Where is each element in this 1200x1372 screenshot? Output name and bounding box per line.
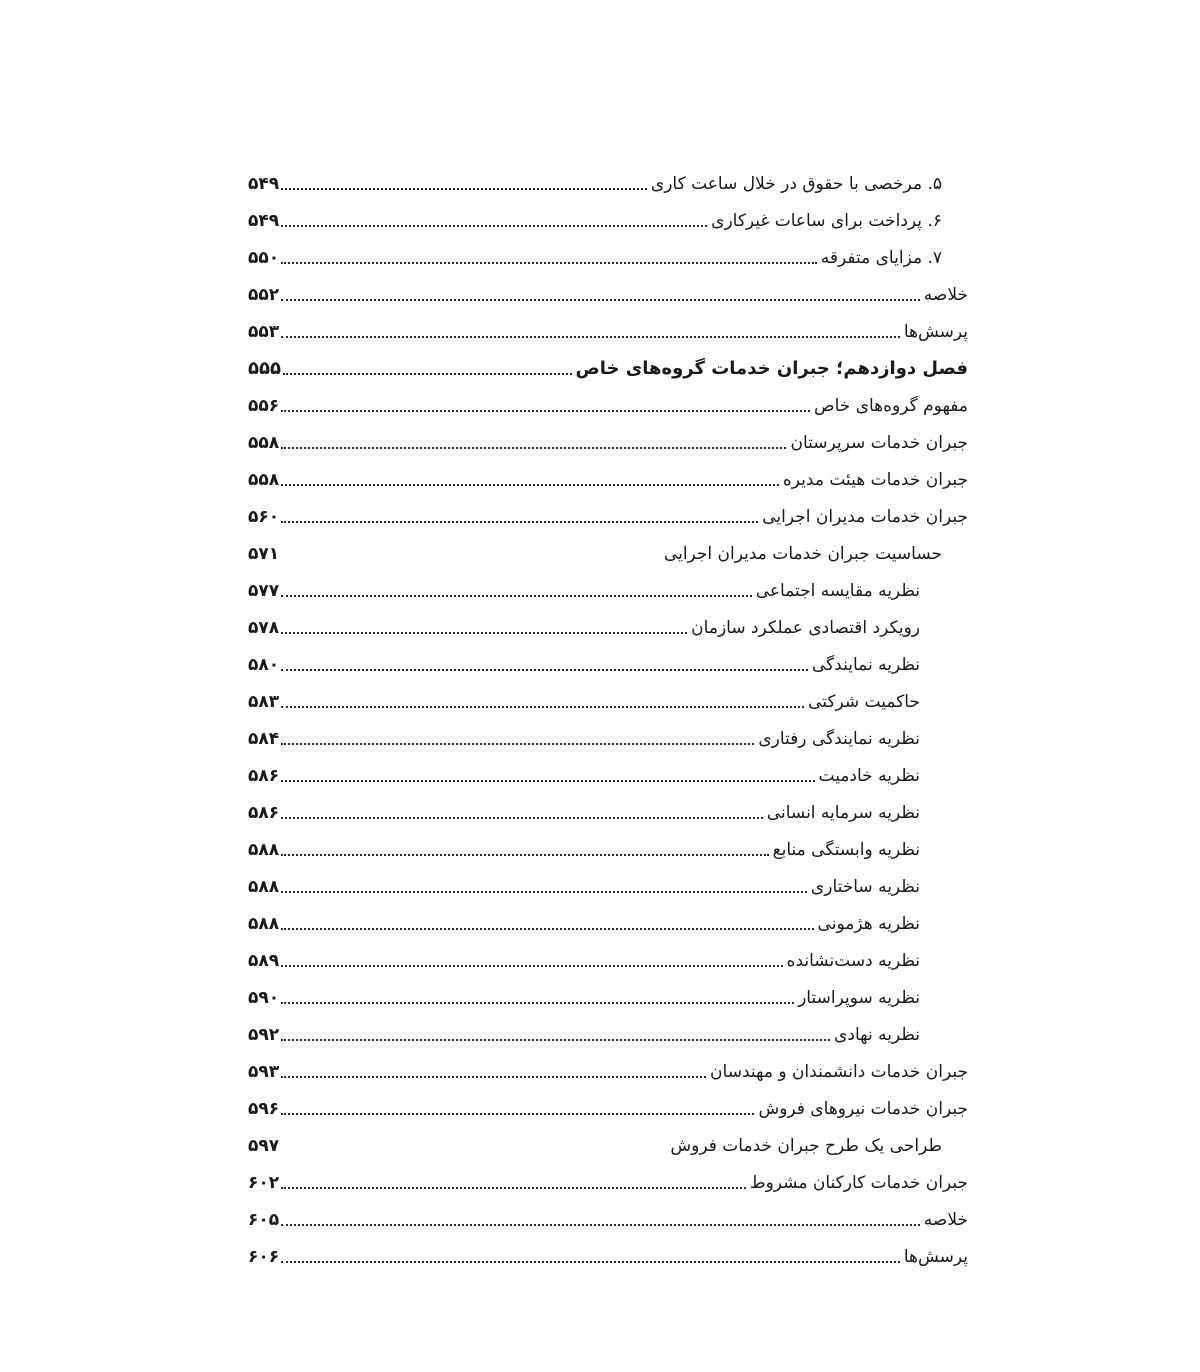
toc-entry-title: نظریه نمایندگی رفتاری [758,729,920,749]
toc-page-number: ۵۸۳ [248,692,280,712]
toc-page-number: ۵۵۶ [248,396,280,416]
toc-dot-leader [281,854,768,856]
toc-dot-leader [281,669,808,671]
toc-chapter-heading [248,347,968,384]
toc-entry [248,1050,968,1087]
toc-entry [248,643,968,680]
toc-page-number: ۵۵۳ [248,322,280,342]
toc-entry-title: ۷. مزایای متفرقه [820,248,942,268]
toc-page-number: ۶۰۲ [248,1173,280,1193]
toc-entry [248,939,968,976]
toc-entry-title: جبران خدمات نیروهای فروش [758,1099,968,1119]
toc-entry-title: پرسش‌ها [903,322,968,342]
toc-entry [248,1235,968,1272]
toc-page-number: ۵۵۸ [248,433,280,453]
toc-dot-leader [281,336,900,338]
toc-page-number: ۵۵۲ [248,285,280,305]
toc-dot-leader [281,965,782,967]
toc-entry [248,865,968,902]
toc-entry-title: حساسیت جبران خدمات مدیران اجرایی [663,544,942,564]
toc-page-number: ۵۹۷ [248,1136,280,1156]
toc-entry [248,902,968,939]
toc-entry-title: پرسش‌ها [903,1247,968,1267]
toc-page-number: ۵۸۸ [248,914,280,934]
toc-entry-title: نظریه هژمونی [817,914,920,934]
toc-page-number: ۵۹۲ [248,1025,280,1045]
toc-dot-leader [281,299,920,301]
toc-entry [248,384,968,421]
toc-entry [248,1198,968,1235]
toc-entry-title: خلاصه [923,1210,968,1230]
toc-page-number: ۶۰۵ [248,1210,280,1230]
toc-dot-leader [281,595,752,597]
toc-entry [248,1161,968,1198]
toc-entry [248,1087,968,1124]
toc-dot-leader [281,1039,830,1041]
toc-entry-title: جبران خدمات سرپرستان [790,433,968,453]
toc-dot-leader [281,521,758,523]
toc-entry [248,717,968,754]
toc-page-number: ۵۴۹ [248,211,280,231]
toc-dot-leader [281,743,754,745]
toc-dot-leader [281,262,817,264]
toc-entry-title: ۶. پرداخت برای ساعات غیرکاری [711,211,942,231]
toc-entry-title: نظریه مقایسه اجتماعی [755,581,920,601]
toc-page-number: ۵۹۳ [248,1062,280,1082]
toc-entry-title: نظریه نمایندگی [811,655,920,675]
toc-entry [248,199,968,236]
toc-entry-title: جبران خدمات دانشمندان و مهندسان [710,1062,968,1082]
toc-entry [248,569,968,606]
toc-dot-leader [281,1261,900,1263]
toc-entry-title: حاکمیت شرکتی [808,692,920,712]
toc-page-number: ۵۸۴ [248,729,280,749]
toc-entry [248,236,968,273]
toc-dot-leader [281,188,647,190]
toc-page-number: ۵۵۸ [248,470,280,490]
toc-entry [248,828,968,865]
toc-entry [248,606,968,643]
toc-page-number: ۵۵۰ [248,248,280,268]
toc-entry-title: طراحی یک طرح جبران خدمات فروش [670,1136,942,1156]
toc-entry-title: نظریه سرمایه انسانی [766,803,920,823]
toc-entry-title: نظریه وابستگی منابع [772,840,920,860]
toc-page-number: ۵۸۹ [248,951,280,971]
toc-page-number: ۵۹۰ [248,988,280,1008]
toc-entry [248,532,968,569]
toc-page-number: ۶۰۶ [248,1247,280,1267]
toc-entry [248,976,968,1013]
toc-dot-leader [281,1076,706,1078]
toc-page-number: ۵۴۹ [248,174,280,194]
toc-entry-title: نظریه نهادی [834,1025,920,1045]
toc-entry [248,162,968,199]
toc-entry-title: نظریه سوپراستار [798,988,920,1008]
toc-entry-title: نظریه خادمیت [818,766,920,786]
toc-entry [248,1124,968,1161]
toc-dot-leader [281,1113,754,1115]
toc-page-number: ۵۶۰ [248,507,280,527]
toc-dot-leader [281,484,779,486]
toc-dot-leader [281,780,814,782]
toc-entry-title: رویکرد اقتصادی عملکرد سازمان [691,618,920,638]
toc-entry-title: جبران خدمات مدیران اجرایی [762,507,968,527]
toc-entry-title: خلاصه [923,285,968,305]
toc-page-number: ۵۷۸ [248,618,280,638]
toc-dot-leader [281,928,813,930]
toc-entry-title: نظریه دست‌نشانده [786,951,920,971]
toc-entry [248,273,968,310]
toc-entry [248,495,968,532]
toc-entry [248,1013,968,1050]
toc-entry-title: ۵. مرخصی با حقوق در خلال ساعت کاری [650,174,942,194]
toc-dot-leader [281,410,810,412]
toc-page-number: ۵۸۰ [248,655,280,675]
toc-dot-leader [283,373,572,375]
toc-dot-leader [281,225,707,227]
toc-dot-leader [281,817,763,819]
toc-entry-title: جبران خدمات هیئت مدیره [782,470,968,490]
toc-entry [248,680,968,717]
toc-entry-title: نظریه ساختاری [810,877,920,897]
toc-entry [248,310,968,347]
table-of-contents [248,162,968,1272]
toc-page-number: ۵۸۸ [248,877,280,897]
toc-page-number: ۵۵۵ [248,358,281,379]
toc-dot-leader [281,891,807,893]
toc-page-number: ۵۷۷ [248,581,280,601]
toc-entry [248,754,968,791]
toc-dot-leader [281,632,687,634]
toc-dot-leader [281,1224,920,1226]
toc-dot-leader [281,1187,746,1189]
toc-page-number: ۵۸۶ [248,766,280,786]
toc-page-number: ۵۷۱ [248,544,280,564]
toc-entry-title: جبران خدمات کارکنان مشروط [749,1173,968,1193]
toc-dot-leader [281,706,804,708]
toc-entry-title: فصل دوازدهم؛ جبران خدمات گروه‌های خاص [575,358,968,379]
toc-page-number: ۵۸۸ [248,840,280,860]
toc-entry-title: مفهوم گروه‌های خاص [814,396,968,416]
toc-dot-leader [281,1002,794,1004]
toc-entry [248,458,968,495]
toc-dot-leader [281,447,786,449]
toc-entry [248,421,968,458]
toc-page-number: ۵۸۶ [248,803,280,823]
toc-entry [248,791,968,828]
toc-page-number: ۵۹۶ [248,1099,280,1119]
